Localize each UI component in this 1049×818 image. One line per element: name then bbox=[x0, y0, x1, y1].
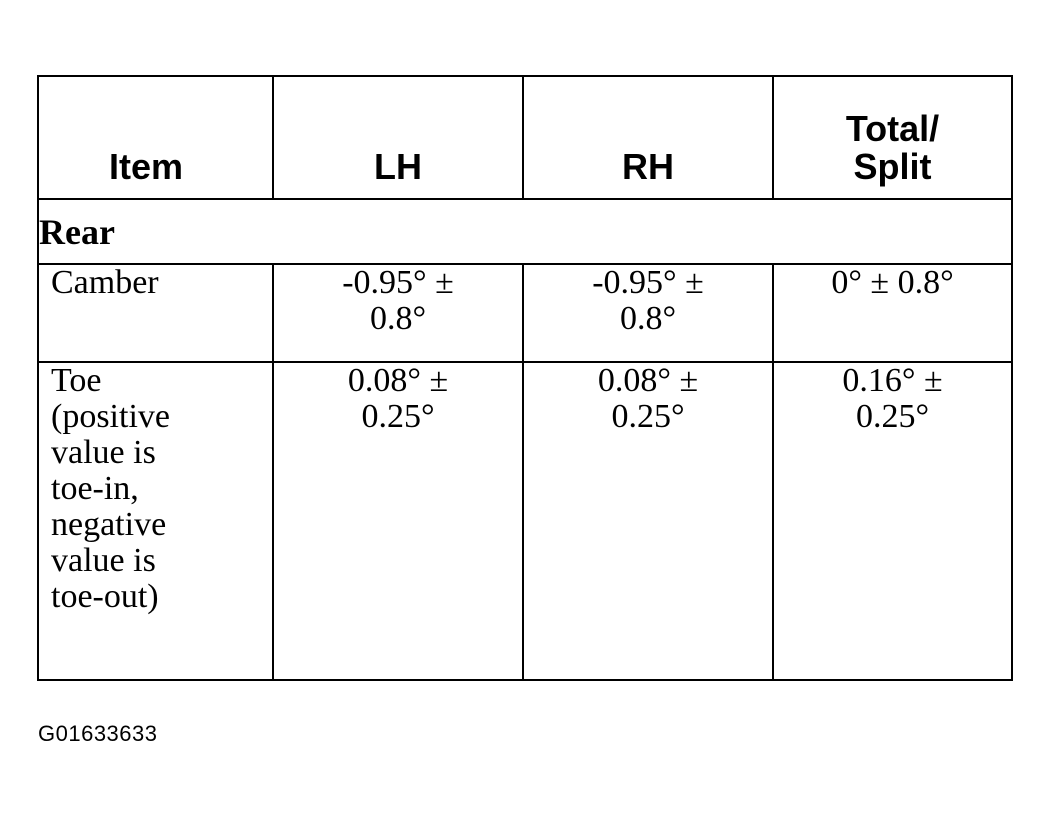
row-item-label: Camber bbox=[38, 264, 273, 362]
figure-code: G01633633 bbox=[38, 721, 158, 746]
header-row bbox=[38, 76, 1012, 199]
row-lh-value: 0.08° ± 0.25° bbox=[273, 362, 523, 680]
header-rh: RH bbox=[523, 76, 773, 199]
table-row bbox=[38, 362, 1012, 680]
toe-label-text: Toe (positive value is toe-in, negative value is toe-out) bbox=[51, 362, 170, 615]
row-lh-value: -0.95° ± 0.8° bbox=[273, 264, 523, 362]
row-total-value: 0.16° ± 0.25° bbox=[773, 362, 1012, 680]
header-item: Item bbox=[38, 76, 273, 199]
section-row-rear bbox=[38, 199, 1012, 264]
header-total-split bbox=[773, 76, 1012, 199]
alignment-spec-table bbox=[37, 75, 1013, 681]
header-total-split-label: Total/ Split bbox=[845, 108, 940, 187]
row-rh-value: 0.08° ± 0.25° bbox=[523, 362, 773, 680]
row-item-label bbox=[38, 362, 273, 680]
header-lh: LH bbox=[273, 76, 523, 199]
row-rh-value: -0.95° ± 0.8° bbox=[523, 264, 773, 362]
section-label: Rear bbox=[38, 199, 1012, 264]
row-total-value: 0° ± 0.8° bbox=[773, 264, 1012, 362]
table-row bbox=[38, 264, 1012, 362]
